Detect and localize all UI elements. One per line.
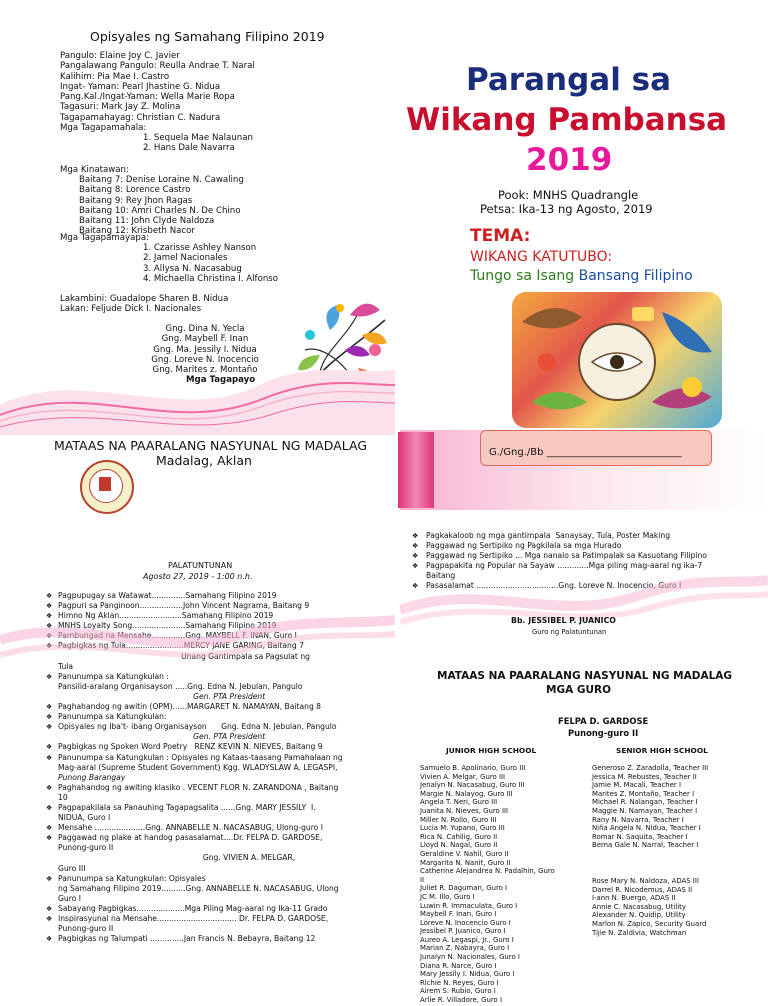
jhs-teacher-list	[420, 764, 555, 1005]
faculty-heading1: MATAAS NA PAARALANG NASYUNAL NG MADALAG	[437, 670, 732, 682]
illustration-art	[512, 292, 722, 428]
lakambini: Lakambini: Guadalope Sharen B. Nidua	[60, 294, 229, 304]
kinatawan-label: Mga Kinatawan:	[60, 165, 129, 175]
program-item-continued: Pansilid-aralang Organisayson .....Gng. Edna N. Jebulan, Pangulo	[58, 681, 303, 691]
teacher-item: Loreve N. Inocencio Guro I	[420, 918, 511, 927]
teacher-item: Geraldine V. Nahil, Guro II	[420, 849, 509, 858]
staff-item: Annie C. Nacasabug, Utility	[592, 902, 686, 911]
tagapayo-item: Gng. Dina N. Yecla	[165, 324, 245, 334]
pink-stripe-block	[398, 432, 434, 508]
program-item-continued: 10	[58, 792, 68, 802]
teacher-item: Aureo A. Legaspi, Jr., Guro I	[420, 935, 514, 944]
tema-line2	[470, 268, 693, 284]
program-item: ❖ Pagbigkas ng Spoken Word Poetry RENZ KEVIN N. NIEVES, Baitang 9	[44, 742, 390, 752]
lakan: Lakan: Feljude Dick I. Nacionales	[60, 304, 202, 314]
teacher-item: Arlie R. Villadore, Guro I	[420, 996, 502, 1005]
tagapamayapa-label: Mga Tagapamayapa:	[60, 233, 150, 243]
teacher-item: Juliet R. Daguman, Guro I	[420, 884, 508, 893]
program-item-continued: Guro III	[58, 863, 86, 873]
tagapayo-item: Gng. Maybell F. Inan	[161, 334, 249, 345]
program-item: ❖ Pambungad na Mensahe..............Gng. MAYBELL F. INAN, Guro I	[44, 631, 390, 641]
school-town: Madalag, Aklan	[156, 453, 252, 468]
teacher-item: II	[420, 875, 425, 884]
kinatawan-item: Baitang 12: Krisbeth Nacor	[79, 226, 195, 237]
program-item-continued: Gen. PTA President	[58, 732, 266, 742]
program-item: ❖ Paghahandog ng awiting klasiko . VECENT FLOR N. ZARANDONA , Baitang	[44, 783, 390, 793]
school-seal	[80, 460, 134, 514]
teacher-item: Lloyd N. Nagal, Guro II	[420, 841, 498, 850]
faculty-heading2: MGA GURO	[546, 684, 612, 696]
program-item: ❖ Panunumpa sa Katungkulan: Opisyales	[44, 874, 390, 884]
officer-line: Pangulo: Elaine Joy C. Javier	[60, 51, 180, 61]
kinatawan-item: Baitang 7: Denise Loraine N. Cawaling	[79, 175, 244, 185]
staff-item: Alexander N. Quidip, Utility	[592, 911, 686, 920]
teacher-item: Catherine Alejandrea N. Padalhin, Guro	[420, 867, 555, 876]
program-item: ❖ Panunumpa sa Katungkulan :	[44, 672, 390, 682]
program-item: ❖ Pagbigkas ng Tula........................MERCY JANE GARING, Baitang 7	[44, 641, 390, 651]
addressee-field[interactable]	[480, 430, 712, 466]
program-item: ❖ Paghahandog ng awitin (OPM)......MARGARET N. NAMAYAN, Baitang 8	[44, 702, 390, 712]
school-name: MATAAS NA PAARALANG NASYUNAL NG MADALAG	[54, 438, 368, 453]
tema-line2-a: Tungo sa Isang	[470, 268, 579, 284]
program-item: ❖ Pasasalamat ..................................Gng. Loreve N. Inocencio, Guro I	[402, 581, 768, 591]
teacher-item: Marian Z. Nabayra, Guro I	[420, 944, 510, 953]
addressee-label: G./Gng./Bb ___________________________	[489, 447, 682, 458]
program-item: ❖ Mensahe .....................Gng. ANNABELLE N. NACASABUG, Ulong-guro I	[44, 823, 390, 833]
signatory-name: Bb. JESSIBEL P. JUANICO	[511, 616, 616, 625]
tagapayo-item: Gng. Marites z. Montaño	[152, 365, 258, 376]
program-item: ❖ Opisyales ng Iba't- ibang Organisayson Gng. Edna N. Jebulan, Pangulo	[44, 722, 390, 732]
program-item: ❖ Paggawad ng plake at handog pasasalamat....Dr. FELPA D. GARDOSE,	[44, 833, 390, 843]
officer-line: Pangalawang Pangulo: Reulla Andrae T. Naral	[60, 61, 255, 72]
program-item: ❖ Paggawad ng Sertipiko ng Pagkilala sa mga Hurado	[402, 541, 768, 551]
cover-title-line2: Wikang Pambansa	[406, 102, 728, 138]
principal-title: Punong-guro II	[568, 728, 639, 738]
program-item-continued: Unang Gantimpala sa Pagsulat ng	[58, 651, 310, 661]
program-item-continued: NIDUA, Guro I	[58, 813, 111, 823]
program-item-continued: Punong-guro II	[58, 924, 114, 934]
program-item-continued: Gng. VIVIEN A. MELGAR,	[58, 853, 296, 863]
tagapamayapa-item: 1. Czarisse Ashley Nanson	[143, 243, 257, 253]
teacher-item: Maggie N. Namayan, Teacher I	[592, 806, 698, 815]
teacher-item: Samuelo B. Apolinario, Guro III	[420, 764, 526, 772]
program-item-continued: Mag-aaral (Supreme Student Government) Kgg. WLADYSLAW A. LEGASPI,	[58, 762, 338, 772]
teacher-item: Michael R. Nalangan, Teacher I	[592, 798, 698, 807]
teacher-item: Romar N. Saquita, Teacher I	[592, 832, 688, 841]
program-item: ❖ Pagpuri sa Panginoon..................John Vincent Nagrama, Baitang 9	[44, 601, 390, 611]
kinatawan-list	[79, 175, 244, 237]
staff-item: I-ann N. Buergo, ADAS II	[592, 894, 676, 903]
teacher-item: Mary Jessily I. Nidua, Guro I	[420, 970, 515, 979]
program-item-continued: Guro I	[58, 893, 81, 903]
tema-line1: WIKANG KATUTUBO:	[470, 249, 613, 265]
program-item-continued: ng Samahang Filipino 2019..........Gng. ANNABELLE N. NACASABUG, Ulong	[58, 883, 339, 893]
pink-wave-bottom-left	[0, 610, 395, 680]
signatory-role: Guro ng Palatuntunan	[532, 628, 607, 636]
officer-line: Kalihim: Pia Mae I. Castro	[60, 71, 170, 82]
staff-item: Marlon N. Zapico, Security Guard	[592, 919, 707, 928]
program-item: ❖ Pagpapakita ng Popular na Sayaw .............Mga piling mag-aaral ng ika-7	[402, 561, 768, 571]
tagapamayapa-list	[143, 243, 278, 284]
tagapayo-item: Gng. Ma. Jessily I. Nidua	[153, 344, 257, 355]
tagapamahala-item: 1. Sequela Mae Nalaunan	[143, 133, 253, 143]
officer-line: Pang.Kal./Ingat-Yaman: Wella Marie Ropa	[60, 92, 235, 103]
jhs-label: JUNIOR HIGH SCHOOL	[446, 746, 537, 755]
teacher-item: Niña Angela N. Nidua, Teacher I	[592, 824, 701, 833]
teacher-item: Margarita N. Nanit, Guro II	[420, 858, 511, 867]
tagapayo-item: Gng. Loreve N. Inocencio	[151, 354, 259, 365]
officer-line: Tagasuri: Mark Jay Z. Molina	[60, 102, 181, 113]
cover-pook: Pook: MNHS Quadrangle	[498, 188, 639, 202]
teacher-item: Jamie M. Macali, Teacher I	[592, 781, 681, 790]
program-item: ❖ Sabayang Pagbigkas....................Mga Piling Mag-aaral ng Ika-11 Grado	[44, 904, 390, 914]
kinatawan-item: Baitang 8: Lorence Castro	[79, 185, 191, 196]
officers-heading: Opisyales ng Samahang Filipino 2019	[90, 29, 325, 44]
program-item-continued: Tula	[58, 661, 74, 671]
teacher-item: Jessica M. Rebustes, Teacher II	[592, 772, 697, 781]
staff-list	[592, 877, 706, 937]
officer-line: Mga Tagapamahala:	[60, 123, 147, 134]
tagapamahala-list	[143, 133, 253, 154]
staff-item: Rose Mary N. Naldoza, ADAS III	[592, 877, 699, 885]
teacher-item: Rany N. Navarra, Teacher I	[592, 815, 684, 824]
program-item: ❖ Pagpupugay sa Watawat..............Samahang Filipino 2019	[44, 591, 390, 601]
program-heading: PALATUNTUNAN	[168, 561, 233, 570]
teacher-item: Marites Z. Montaño, Teacher I	[592, 789, 695, 798]
teacher-item: Rica N. Cahilig, Guro II	[420, 832, 498, 841]
teacher-item: Berna Gale N. Narral, Teacher I	[592, 841, 699, 850]
teacher-item: Margie N. Nalayog, Guro III	[420, 789, 513, 798]
program-item-continued: Baitang	[426, 571, 456, 581]
teacher-item: Maybell F. Inan, Guro I	[420, 910, 497, 919]
kinatawan-item: Baitang 10: Amri Charles N. De Chino	[79, 205, 241, 216]
program-item-continued: Gen. PTA President	[58, 691, 266, 701]
kinatawan-item: Baitang 11: John Clyde Naldoza	[79, 216, 215, 227]
teacher-item: Generoso Z. Zaradolla, Teacher III	[592, 764, 709, 772]
program-item-continued: Punong Barangay	[58, 772, 126, 782]
program-item: ❖ Panunumpa sa Katungkulan:	[44, 712, 390, 722]
teacher-item: Luwin R. Immaculata, Guro I	[420, 901, 518, 910]
program-item: ❖ Paggawad ng Sertipiko ... Mga nanalo sa Patimpalak sa Kasuotang Filipino	[402, 551, 768, 561]
shs-teacher-list	[592, 764, 708, 850]
program-item: ❖ Pagbigkas ng Talumpati ..............Jan Francis N. Bebayra, Baitang 12	[44, 934, 390, 944]
teacher-item: Junalyn N. Nacionales, Guro I	[420, 953, 520, 962]
kinatawan-item: Baitang 9: Rey Jhon Ragas	[79, 195, 193, 206]
tagapamayapa-item: 4. Michaella Christina I. Alfonso	[143, 273, 279, 284]
tagapamayapa-item: 3. Allysa N. Nacasabug	[143, 263, 242, 274]
program-item: ❖ MNHS Loyalty Song......................Samahang Filipino 2019	[44, 621, 390, 631]
principal-name: FELPA D. GARDOSE	[558, 716, 649, 726]
teacher-item: Jessibel P. Juanico, Guro I	[420, 927, 506, 936]
program-date: Agosto 27, 2019 - 1:00 n.h.	[143, 572, 253, 581]
officers-list	[60, 51, 255, 133]
officer-line: Tagapamahayag: Christian C. Nadura	[60, 112, 221, 123]
teacher-item: Jenalyn N. Nacasabug, Guro III	[420, 781, 525, 790]
tagapamayapa-item: 2. Jamel Nacionales	[143, 253, 228, 264]
cover-illustration	[512, 292, 722, 428]
officer-line: Ingat- Yaman: Pearl Jhastine G. Nidua	[60, 81, 221, 92]
teacher-item: Vivien A. Melgar, Guro III	[420, 772, 506, 781]
program-item: ❖ Panunumpa sa Katungkulan : Opisyales ng Kataas-taasang Pamahalaan ng	[44, 753, 390, 763]
cover-year: 2019	[526, 142, 613, 178]
staff-item: Darrel R. Nicodemus, ADAS II	[592, 885, 693, 894]
program-item: ❖ Pagpapakilala sa Panauhing Tagapagsalita ......Gng. MARY JESSILY I.	[44, 803, 390, 813]
teacher-item: Richie N. Reyes, Guro I	[420, 978, 499, 987]
cover-title-line1: Parangal sa	[466, 62, 671, 98]
tema-line2-b: Bansang Filipino	[578, 268, 693, 284]
program-item: ❖ Pagkakaloob ng mga gantimpala Sanaysay, Tula, Poster Making	[402, 531, 768, 541]
staff-item: Tijie N. Zaldivia, Watchman	[592, 928, 687, 937]
pink-wave-left	[0, 345, 395, 435]
tema-label: TEMA:	[470, 226, 531, 246]
program-item: ❖ Himno Ng Aklan..........................Samahang Filipino 2019	[44, 611, 390, 621]
program-item-continued: Punong-guro II	[58, 843, 114, 853]
teacher-item: Lucia M. Yupano, Guro III	[420, 824, 505, 833]
teacher-item: Juanita N. Nieves, Guro III	[420, 806, 509, 815]
cover-petsa: Petsa: Ika-13 ng Agosto, 2019	[480, 202, 653, 216]
teacher-item: Miller N. Rollo, Guro III	[420, 815, 497, 824]
tagapamahala-item: 2. Hans Dale Navarra	[143, 143, 235, 154]
tagapayo-label: Mga Tagapayo	[186, 375, 256, 385]
program-item: ❖ Inspirasyunal na Mensahe................................. Dr. FELPA D. GARDOSE,	[44, 914, 390, 924]
teacher-item: Angela T. Neri, Guro III	[420, 798, 498, 807]
teacher-item: JC M. Illo, Guro I	[420, 892, 475, 901]
shs-label: SENIOR HIGH SCHOOL	[616, 746, 708, 755]
teacher-item: Diana R. Narce, Guro I	[420, 961, 497, 970]
teacher-item: Airem S. Rubio, Guro I	[420, 987, 496, 996]
